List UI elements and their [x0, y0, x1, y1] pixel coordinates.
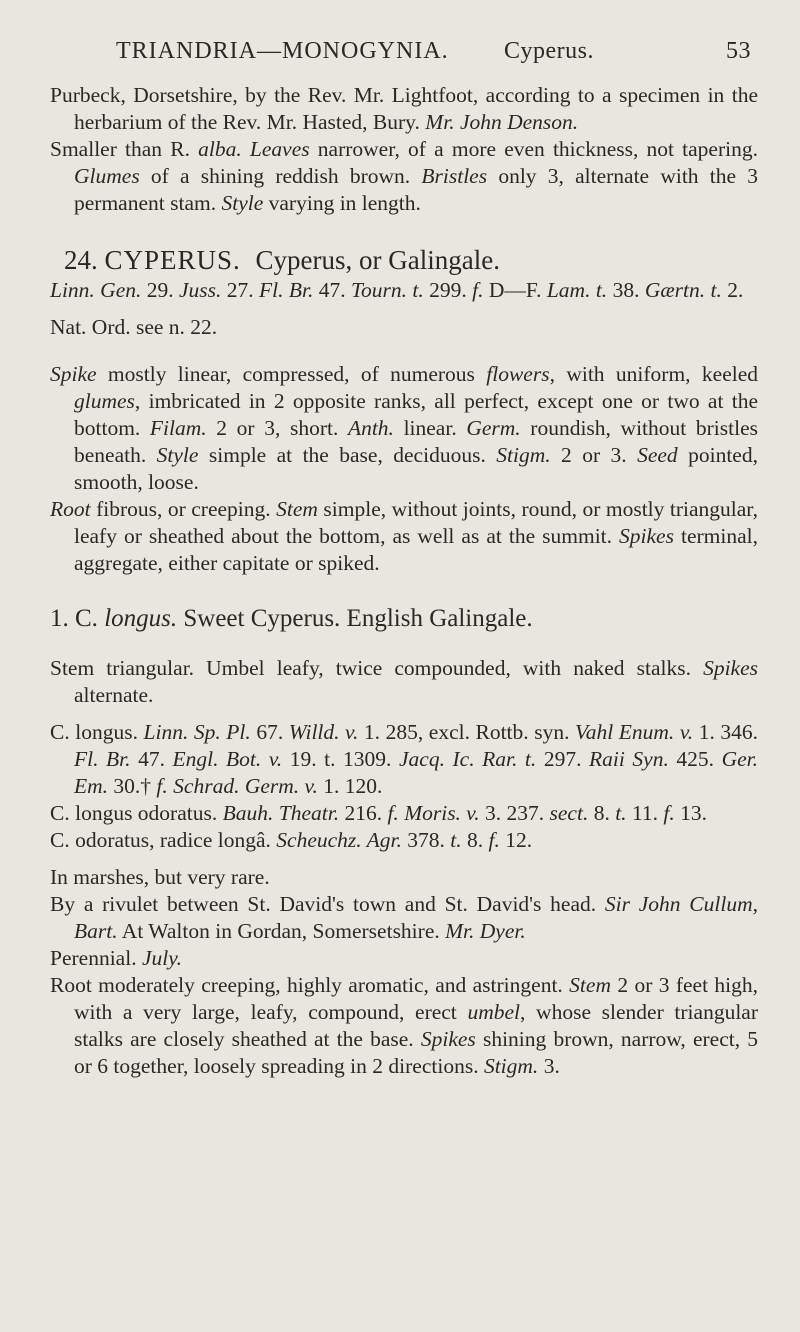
genus-number: 24.	[64, 245, 98, 275]
running-title: TRIANDRIA—MONOGYNIA.	[116, 38, 449, 64]
genus-name: CYPERUS.	[104, 245, 241, 275]
paragraph: Linn. Gen. 29. Juss. 27. Fl. Br. 47. Tourn. t. 299. f. D—F. Lam. t. 38. Gærtn. t. 2.	[50, 278, 744, 302]
paragraph: In marshes, but very rare.	[50, 865, 270, 889]
page-number: 53	[726, 38, 751, 64]
genus-heading	[50, 243, 758, 277]
paragraph: Root fibrous, or creeping. Stem simple, without joints, round, or mostly triangular, leafy or sheathed about the bottom, as well as at the summit. Spikes terminal, aggregate, either capitate or spiked.	[50, 497, 758, 575]
species-heading: 1. C. longus. Sweet Cyperus. English Galingale.	[50, 605, 533, 632]
paragraph: Perennial. July.	[50, 946, 182, 970]
paragraph: C. longus odoratus. Bauh. Theatr. 216. f. Moris. v. 3. 237. sect. 8. t. 11. f. 13.	[50, 801, 707, 825]
running-genus: Cyperus.	[504, 38, 594, 64]
paragraph: Nat. Ord. see n. 22.	[50, 315, 218, 339]
paragraph: C. odoratus, radice longâ. Scheuchz. Agr. 378. t. 8. f. 12.	[50, 828, 533, 852]
running-head	[50, 38, 758, 82]
paragraph: C. longus. Linn. Sp. Pl. 67. Willd. v. 1. 285, excl. Rottb. syn. Vahl Enum. v. 1. 346. Fl. Br. 47. Engl. Bot. v. 19. t. 1309. Jacq. Ic. Rar. t. 297. Raii Syn. 425. Ger. Em. 30.† f. Schrad. Germ. v. 1. 120.	[50, 720, 759, 798]
paragraph: By a rivulet between St. David's town and St. David's head. Sir John Cullum, Bart. At Walton in Gordan, Somersetshire. Mr. Dyer.	[50, 892, 758, 943]
paragraph: Purbeck, Dorsetshire, by the Rev. Mr. Lightfoot, according to a specimen in the herbarium of the Rev. Mr. Hasted, Bury. Mr. John Denson.	[50, 83, 758, 134]
genus-common-name: Cyperus, or Galingale.	[255, 245, 500, 275]
paragraph: Smaller than R. alba. Leaves narrower, of a more even thickness, not tapering. Glumes of a shining reddish brown. Bristles only 3, alternate with the 3 permanent stam. Style varying in length.	[50, 137, 759, 215]
paragraph: Stem triangular. Umbel leafy, twice compounded, with naked stalks. Spikes alternate.	[50, 656, 758, 707]
paragraph: Spike mostly linear, compressed, of numerous flowers, with uniform, keeled glumes, imbricated in 2 opposite ranks, all perfect, except one or two at the bottom. Filam. 2 or 3, short. Anth. linear. Germ. roundish, without bristles beneath. Style simple at the base, deciduous. Stigm. 2 or 3. Seed pointed, smooth, loose.	[50, 362, 758, 494]
paragraph: Root moderately creeping, highly aromatic, and astringent. Stem 2 or 3 feet high, with a very large, leafy, compound, erect umbel, whose slender triangular stalks are closely sheathed at the base. Spikes shining brown, narrow, erect, 5 or 6 together, loosely spreading in 2 directions. Stigm. 3.	[50, 973, 758, 1078]
